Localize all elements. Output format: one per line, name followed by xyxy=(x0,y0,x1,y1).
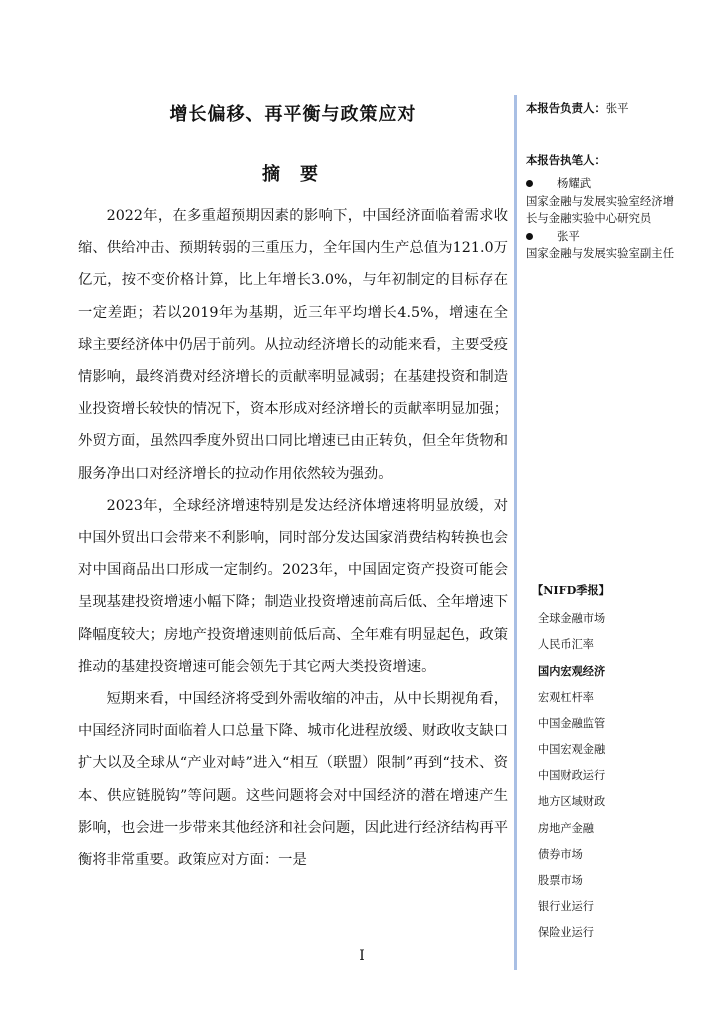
sidebar xyxy=(526,100,676,263)
report-series-title: 【NIFD季报】 xyxy=(532,583,610,597)
document-title: 增长偏移、再平衡与政策应对 xyxy=(169,104,417,125)
report-series-item[interactable]: 全球金融市场 xyxy=(538,612,606,625)
report-series-item[interactable]: 债券市场 xyxy=(538,847,583,861)
responsible-label: 本报告负责人： xyxy=(526,101,606,115)
report-series-item[interactable]: 中国财政运行 xyxy=(538,769,606,783)
author-affiliation: 国家金融与发展实验室副主任 xyxy=(526,246,675,260)
report-series-item[interactable]: 中国宏观金融 xyxy=(538,742,606,756)
author-row-1 xyxy=(526,175,676,193)
report-series-item[interactable]: 地方区域财政 xyxy=(538,795,606,809)
report-series-item[interactable]: 房地产金融 xyxy=(538,821,594,835)
report-series-item[interactable]: 银行业运行 xyxy=(538,900,594,914)
report-series-item[interactable]: 中国金融监管 xyxy=(538,716,606,730)
authors-label: 本报告执笔人： xyxy=(526,152,606,167)
main-content xyxy=(78,100,508,876)
sidebar-divider xyxy=(514,95,517,970)
report-series-item[interactable]: 国内宏观经济 xyxy=(538,664,606,679)
abstract-paragraph-3: 短期来看，中国经济将受到外需收缩的冲击，从中长期视角看，中国经济同时面临着人口总量下降、城市化进程放缓、财政收支缺口扩大以及全球从“产业对峙”进入“相互（联盟）限制”再到“技术、资本、供应链脱钩”等问题。这些问题将会对中国经济的潜在增速产生影响，也会进一步带来其他经济和社会问题，因此进行经济结构再平衡将非常重要。政策应对方面：一是 xyxy=(78,691,508,869)
responsible-name: 张平 xyxy=(605,101,629,115)
report-series-list xyxy=(532,582,658,946)
abstract-paragraph-1: 2022年，在多重超预期因素的影响下，中国经济面临着需求收缩、供给冲击、预期转弱的三重压力，全年国内生产总值为121.0万亿元，按不变价格计算，比上年增长3.0%，与年初制定的目标存在一定差距；若以2019年为基期，近三年平均增长4.5%，增速在全球主要经济体中仍居于前列。从拉动经济增长的动能来看，主要受疫情影响，最终消费对经济增长的贡献率明显减弱；在基建投资和制造业投资增长较快的情况下，资本形成对经济增长的贡献率明显加强；外贸方面，虽然四季度外贸出口同比增速已由正转负，但全年货物和服务净出口对经济增长的拉动作用依然较为强劲。 xyxy=(78,208,508,482)
abstract-paragraph-2: 2023年，全球经济增速特别是发达经济体增速将明显放缓，对中国外贸出口会带来不利影响，同时部分发达国家消费结构转换也会对中国商品出口形成一定制约。2023年，中国固定资产投资可能会呈现基建投资增速小幅下降；制造业投资增速前高后低、全年增速下降幅度较大；房地产投资增速则前低后高、全年难有明显起色，政策推动的基建投资增速可能会领先于其它两大类投资增速。 xyxy=(78,497,508,675)
author-name: 张平 xyxy=(557,228,580,243)
report-series-item[interactable]: 人民币汇率 xyxy=(538,638,594,652)
report-series-item[interactable]: 股票市场 xyxy=(538,873,583,887)
author-affiliation: 国家金融与发展实验室经济增长与金融实验中心研究员 xyxy=(526,193,675,225)
author-row-2 xyxy=(526,228,676,246)
author-name: 杨耀武 xyxy=(557,176,592,190)
page-number: I xyxy=(359,948,365,964)
bullet-icon xyxy=(526,233,533,240)
abstract-heading: 摘要 xyxy=(262,164,338,185)
report-series-item[interactable]: 宏观杠杆率 xyxy=(538,690,594,704)
report-responsible xyxy=(526,100,676,118)
report-series-item[interactable]: 保险业运行 xyxy=(538,926,594,940)
bullet-icon xyxy=(526,180,533,187)
